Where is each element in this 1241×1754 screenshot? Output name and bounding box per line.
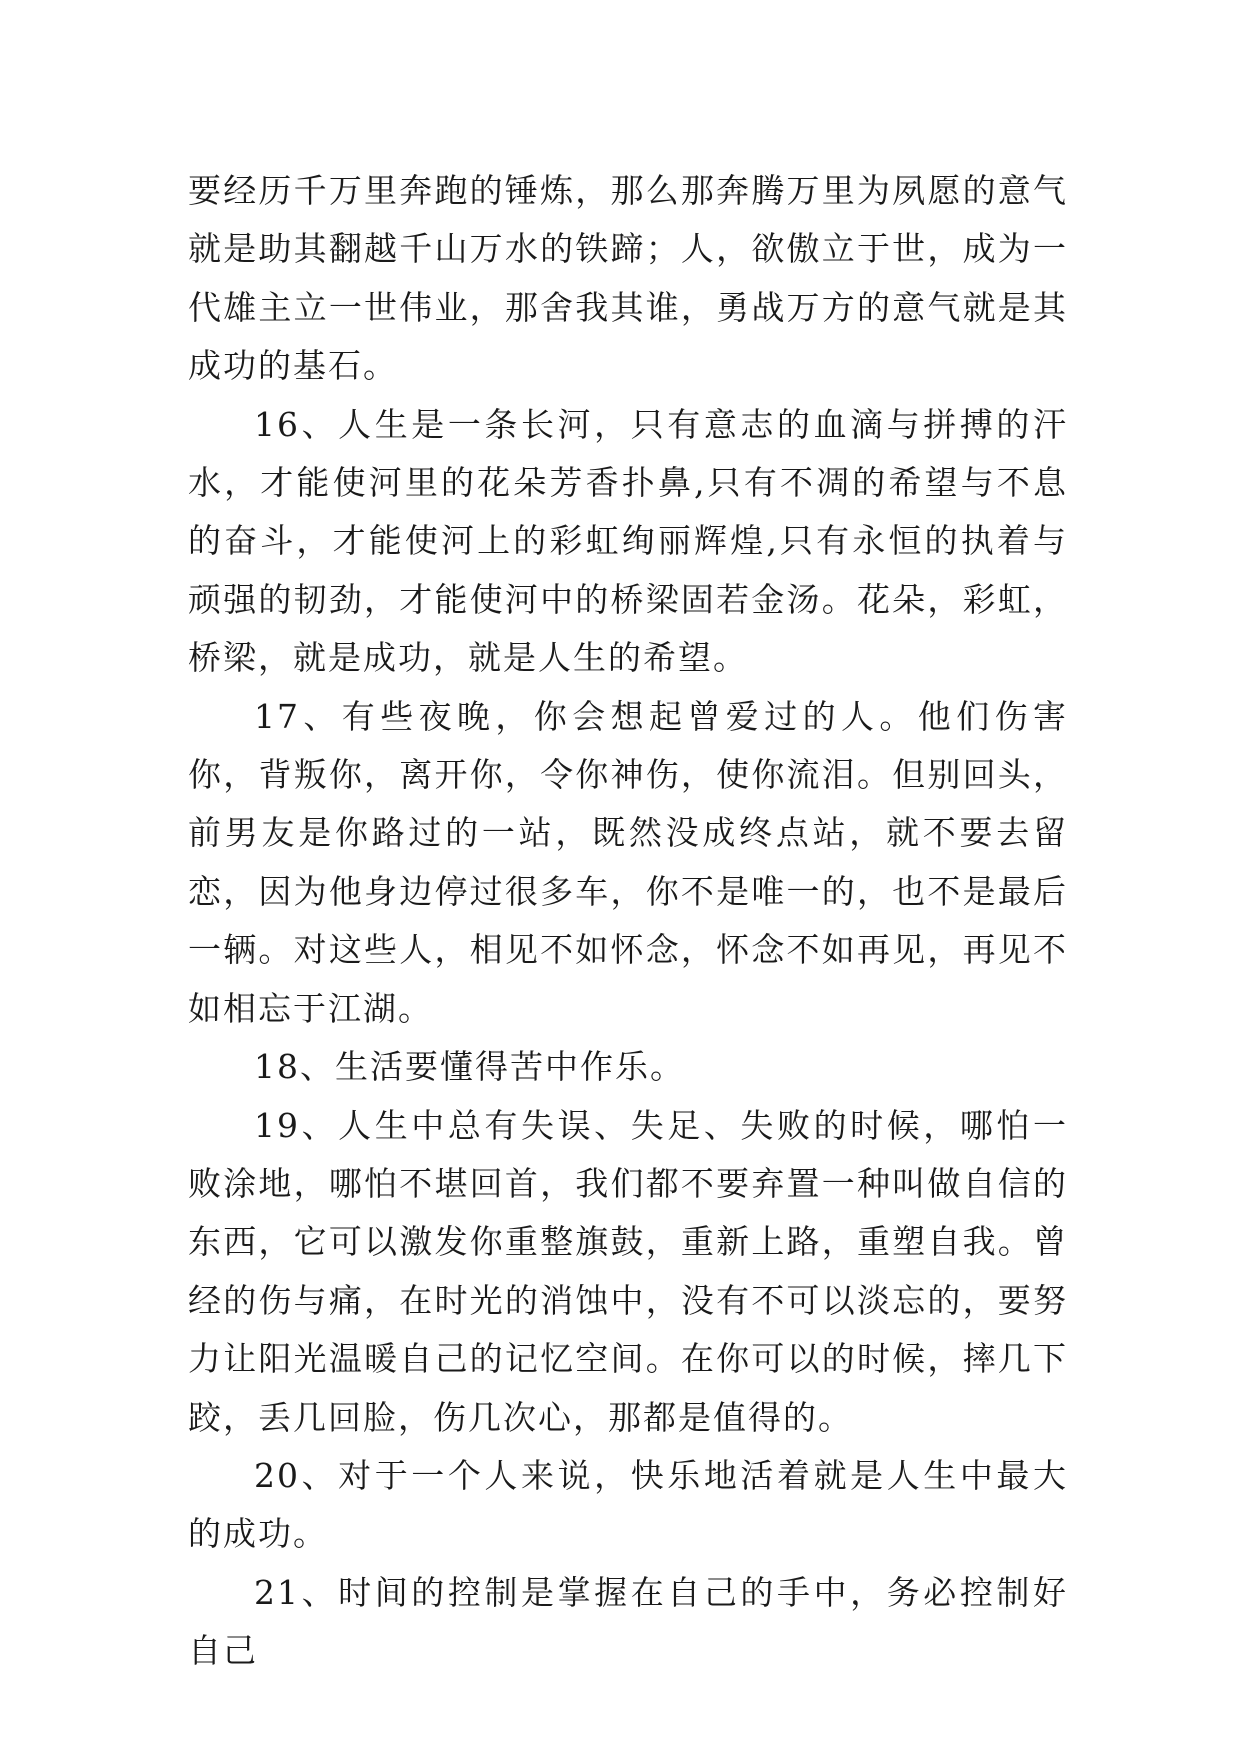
paragraph-17: 17、有些夜晚，你会想起曾爱过的人。他们伤害你，背叛你，离开你，令你神伤，使你流泪。但别回头，前男友是你路过的一站，既然没成终点站，就不要去留恋，因为他身边停过很多车，你不是唯一的，也不是最后一辆。对这些人，相见不如怀念，怀念不如再见，再见不如相忘于江湖。 xyxy=(188,696,1068,1028)
body-text xyxy=(188,162,1068,1681)
paragraph-16: 16、人生是一条长河，只有意志的血滴与拼搏的汗水，才能使河里的花朵芳香扑鼻,只有不凋的希望与不息的奋斗，才能使河上的彩虹绚丽辉煌,只有永恒的执着与顽强的韧劲，才能使河中的桥梁固若金汤。花朵，彩虹，桥梁，就是成功，就是人生的希望。 xyxy=(188,404,1068,678)
paragraph-20: 20、对于一个人来说，快乐地活着就是人生中最大的成功。 xyxy=(188,1455,1068,1554)
paragraph-18: 18、生活要懂得苦中作乐。 xyxy=(254,1047,685,1087)
paragraph-19: 19、人生中总有失误、失足、失败的时候，哪怕一败涂地，哪怕不堪回首，我们都不要弃置一种叫做自信的东西，它可以激发你重整旗鼓，重新上路，重塑自我。曾经的伤与痛，在时光的消蚀中，没有不可以淡忘的，要努力让阳光温暖自己的记忆空间。在你可以的时候，摔几下跤，丢几回脸，伤几次心，那都是值得的。 xyxy=(188,1105,1068,1437)
paragraph-21: 21、时间的控制是掌握在自己的手中，务必控制好自己 xyxy=(188,1572,1068,1671)
paragraph-continuation: 要经历千万里奔跑的锤炼，那么那奔腾万里为夙愿的意气就是助其翻越千山万水的铁蹄；人，欲傲立于世，成为一代雄主立一世伟业，那舍我其谁，勇战万方的意气就是其成功的基石。 xyxy=(188,171,1068,386)
